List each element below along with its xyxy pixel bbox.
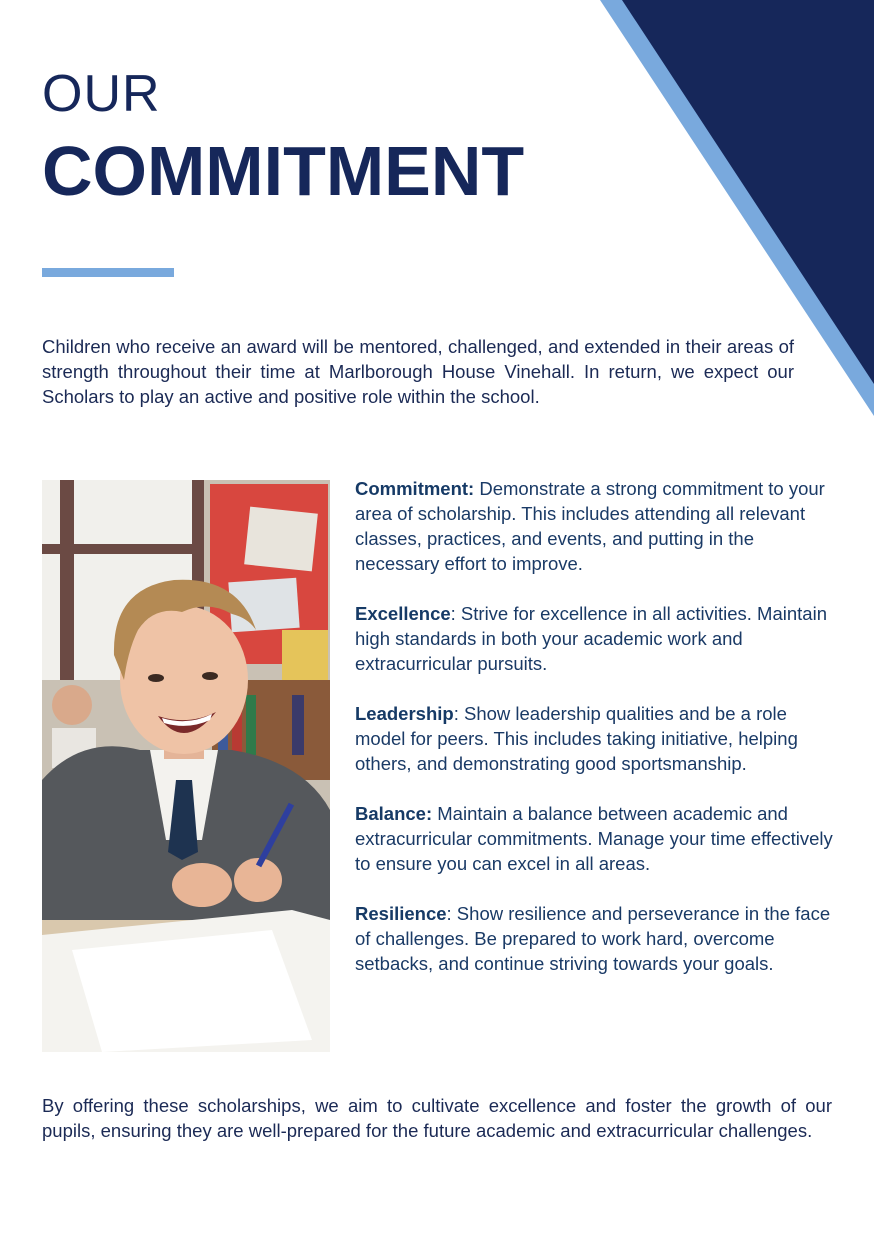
title-line-our: OUR (42, 65, 161, 123)
value-description: : Show resilience and perseverance in the face of challenges. Be prepared to work hard, overcome setbacks, and continue striving towards your goals. (355, 903, 831, 974)
value-description: Demonstrate a strong commitment to your area of scholarship. This includes attending all relevant classes, practices, and events, and putting in the necessary effort to improve. (355, 478, 825, 574)
value-item-commitment (355, 476, 837, 576)
value-item-excellence (355, 601, 837, 676)
value-term: Excellence (355, 603, 451, 624)
value-item-balance (355, 801, 837, 876)
value-description: : Strive for excellence in all activities. Maintain high standards in both your academic work and extracurricular pursuits. (355, 603, 827, 674)
scholar-values-list (355, 476, 837, 1001)
value-term: Resilience (355, 903, 447, 924)
value-description: Maintain a balance between academic and extracurricular commitments. Manage your time effectively to ensure you can excel in all areas. (355, 803, 833, 874)
value-description: : Show leadership qualities and be a role model for peers. This includes taking initiative, helping others, and demonstrating good sportsmanship. (355, 703, 798, 774)
value-term: Leadership (355, 703, 454, 724)
value-term: Commitment: (355, 478, 475, 499)
value-item-resilience (355, 901, 837, 976)
value-item-leadership (355, 701, 837, 776)
title-underline-bar (42, 268, 174, 277)
intro-paragraph: Children who receive an award will be mentored, challenged, and extended in their areas of strength throughout their time at Marlborough House Vinehall. In return, we expect our Scholars to play an active and positive role within the school. (42, 336, 794, 407)
page-title: COMMITMENT (42, 132, 525, 210)
value-term: Balance: (355, 803, 433, 824)
closing-paragraph: By offering these scholarships, we aim to cultivate excellence and foster the growth of our pupils, ensuring they are well-prepared for the future academic and extracurricular challenges. (42, 1095, 832, 1141)
pupil-photo (42, 480, 330, 1052)
